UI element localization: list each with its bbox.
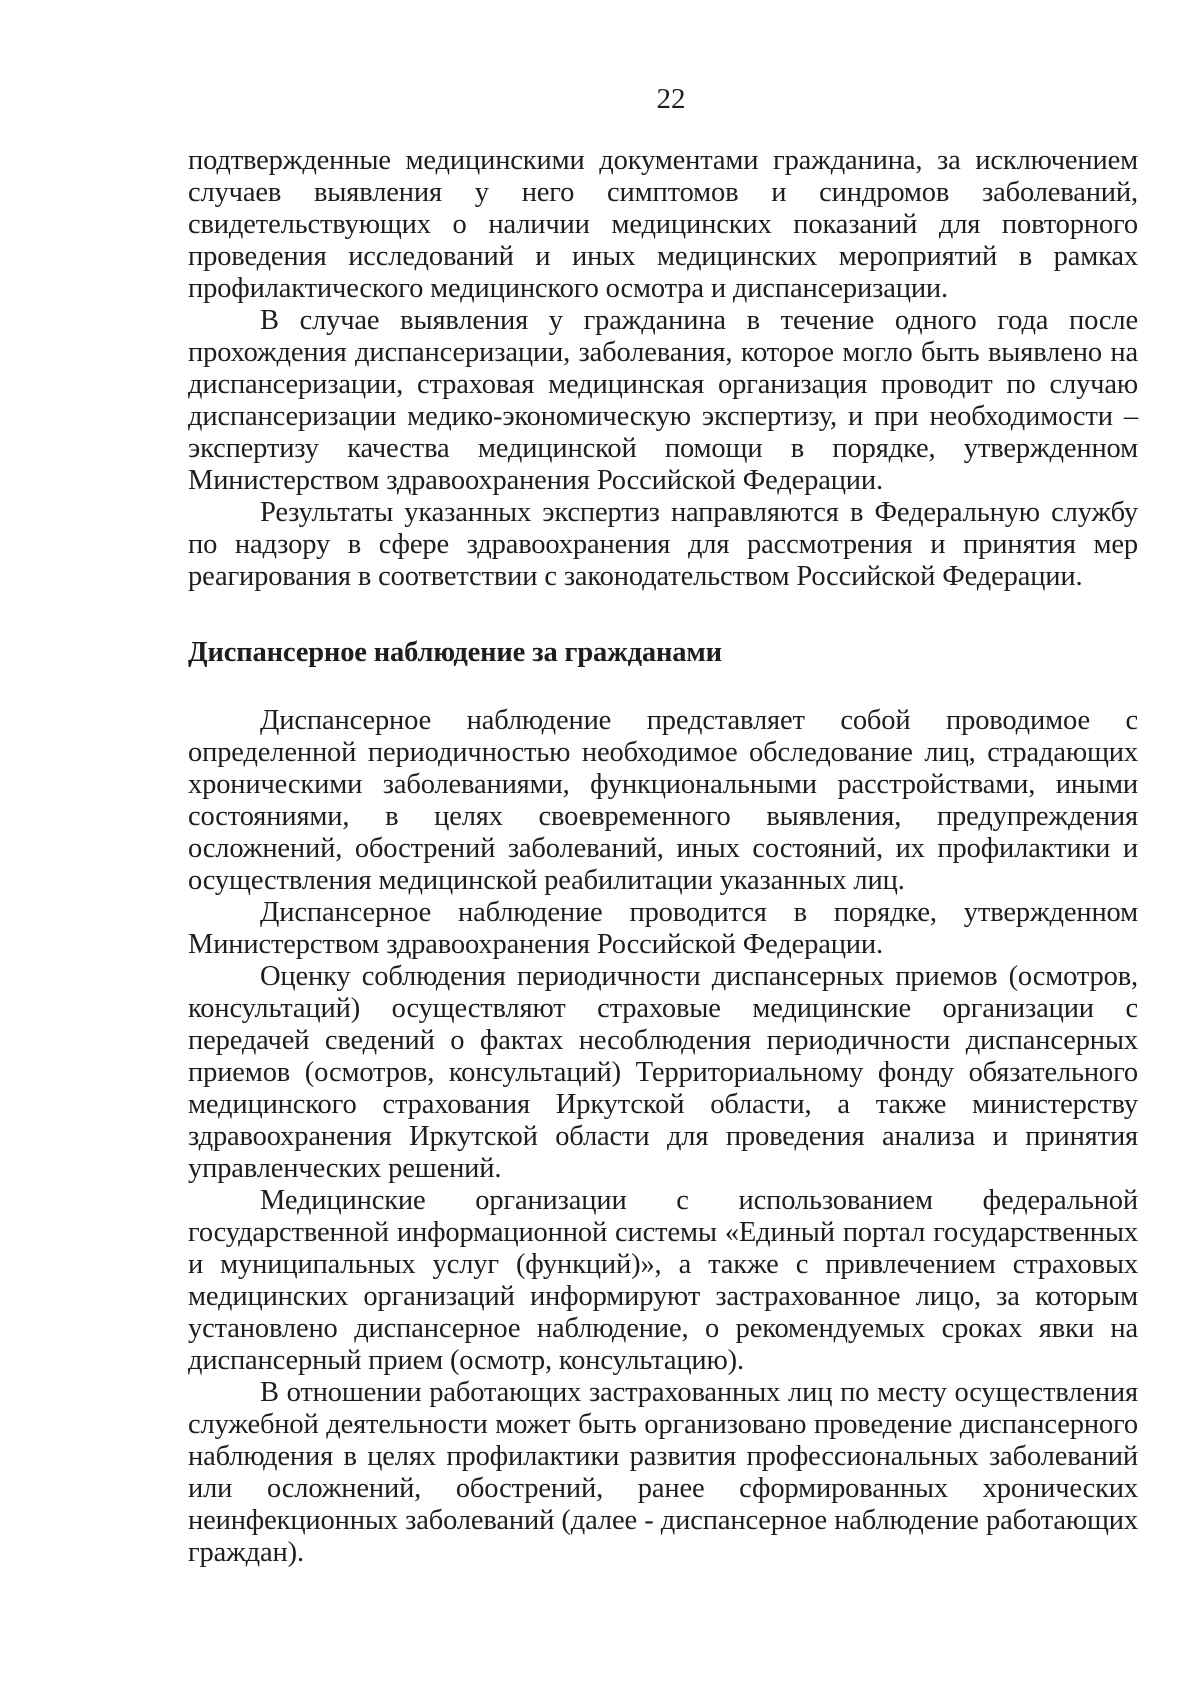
- paragraph: В случае выявления у гражданина в течение одного года после прохождения диспансеризации, заболевания, которое могло быть выявлено на диспансеризации, страховая медицинская организация проводит по случаю диспансеризации медико-экономическую экспертизу, и при необходимости – экспертизу качества медицинской помощи в порядке, утвержденном Министерством здравоохранения Российской Федерации.: [188, 305, 1138, 496]
- paragraph-continuation: подтвержденные медицинскими документами гражданина, за исключением случаев выявления у него симптомов и синдромов заболеваний, свидетельствующих о наличии медицинских показаний для повторного проведения исследований и иных медицинских мероприятий в рамках профилактического медицинского осмотра и диспансеризации.: [188, 145, 1138, 304]
- document-body: [188, 145, 1138, 1569]
- paragraph: В отношении работающих застрахованных лиц по месту осуществления служебной деятельности может быть организовано проведение диспансерного наблюдения в целях профилактики развития профессиональных заболеваний или осложнений, обострений, ранее сформированных хронических неинфекционных заболеваний (далее - диспансерное наблюдение работающих граждан).: [188, 1377, 1138, 1568]
- paragraph: Диспансерное наблюдение проводится в порядке, утвержденном Министерством здравоохранения Российской Федерации.: [188, 897, 1138, 960]
- paragraph: Оценку соблюдения периодичности диспансерных приемов (осмотров, консультаций) осуществляют страховые медицинские организации с передачей сведений о фактах несоблюдения периодичности диспансерных приемов (осмотров, консультаций) Территориальному фонду обязательного медицинского страхования Иркутской области, а также министерству здравоохранения Иркутской области для проведения анализа и принятия управленческих решений.: [188, 961, 1138, 1184]
- paragraph: Медицинские организации с использованием федеральной государственной информационной системы «Единый портал государственных и муниципальных услуг (функций)», а также с привлечением страховых медицинских организаций информируют застрахованное лицо, за которым установлено диспансерное наблюдение, о рекомендуемых сроках явки на диспансерный прием (осмотр, консультацию).: [188, 1185, 1138, 1376]
- section-heading: Диспансерное наблюдение за гражданами: [188, 637, 722, 668]
- paragraph: Диспансерное наблюдение представляет собой проводимое с определенной периодичностью необходимое обследование лиц, страдающих хроническими заболеваниями, функциональными расстройствами, иными состояниями, в целях своевременного выявления, предупреждения осложнений, обострений заболеваний, иных состояний, их профилактики и осуществления медицинской реабилитации указанных лиц.: [188, 705, 1138, 896]
- paragraph: Результаты указанных экспертиз направляются в Федеральную службу по надзору в сфере здравоохранения для рассмотрения и принятия мер реагирования в соответствии с законодательством Российской Федерации.: [188, 497, 1138, 592]
- page-number: 22: [656, 83, 686, 115]
